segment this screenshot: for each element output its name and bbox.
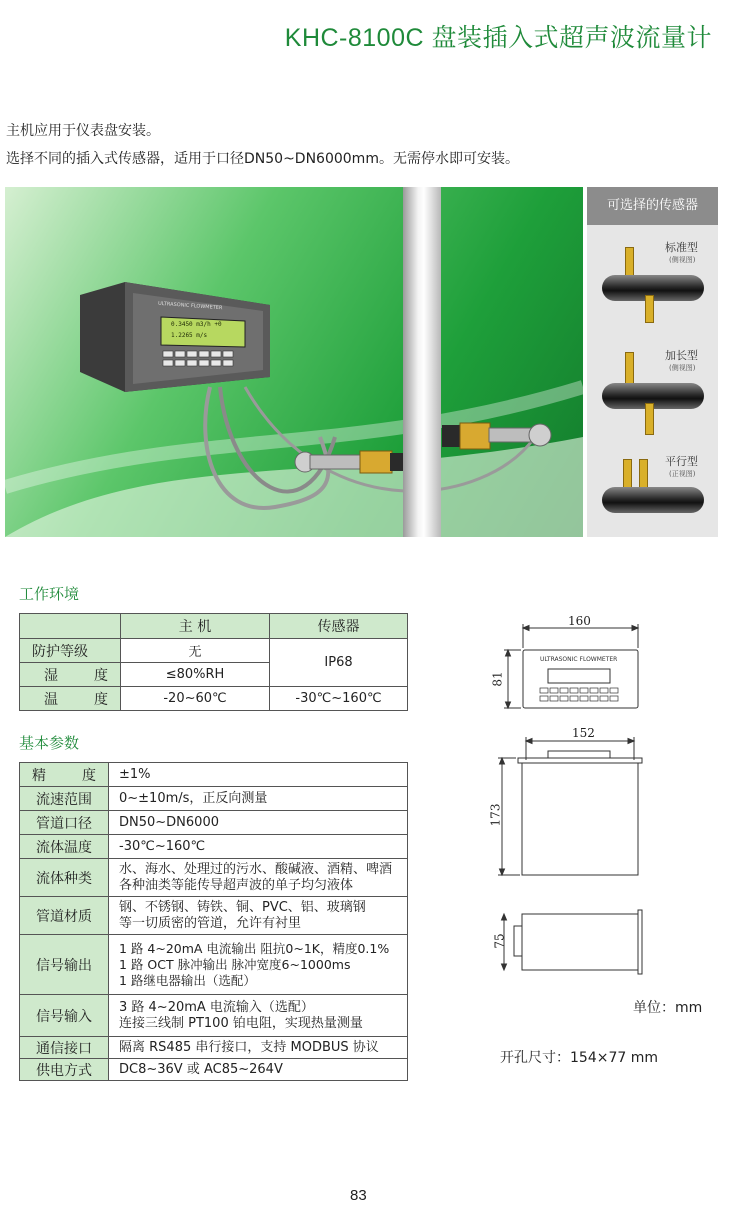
vertical-pipe (403, 187, 441, 537)
page-title: KHC-8100C 盘装插入式超声波流量计 (284, 24, 712, 52)
dim-depth: 173 (488, 803, 503, 827)
param-value-signal-input (109, 995, 408, 1037)
sensor-label-parallel: 平行型 (665, 455, 698, 468)
env-sensor-ip: IP68 (270, 639, 408, 687)
env-label-humidity: 湿 度 (20, 663, 121, 687)
sensor-pipe-parallel (602, 487, 704, 513)
dim-height: 81 (490, 671, 505, 687)
env-label-protection: 防护等级 (20, 639, 121, 663)
param-label-fluid-type: 流体种类 (20, 859, 109, 897)
signal-output-line-3: 1 路继电器输出（选配） (119, 972, 256, 988)
environment-table (19, 613, 408, 711)
param-label-power: 供电方式 (20, 1059, 109, 1081)
env-header-host: 主 机 (121, 614, 270, 639)
sensor-label-standard: 标准型 (665, 241, 698, 254)
param-value-fluid-type (109, 859, 408, 897)
env-header-blank (20, 614, 121, 639)
dim-width: 160 (568, 614, 591, 628)
product-photo (5, 187, 583, 537)
signal-input-line-1: 3 路 4~20mA 电流输入（选配） (119, 999, 314, 1015)
param-label-signal-input: 信号输入 (20, 995, 109, 1037)
env-header-sensor: 传感器 (270, 614, 408, 639)
dimension-drawings (490, 610, 650, 990)
env-sensor-temperature: -30℃~160℃ (270, 687, 408, 711)
param-value-fluid-temp: -30℃~160℃ (109, 835, 408, 859)
param-label-velocity: 流速范围 (20, 787, 109, 811)
signal-output-line-2: 1 路 OCT 脉冲输出 脉冲宽度6~1000ms (119, 956, 351, 972)
param-label-accuracy: 精 度 (20, 763, 109, 787)
param-label-comm: 通信接口 (20, 1037, 109, 1059)
device-label: ULTRASONIC FLOWMETER (157, 300, 223, 312)
cutout-size: 开孔尺寸：154×77 mm (500, 1050, 658, 1066)
param-value-signal-output (109, 935, 408, 995)
units-note: 单位：mm (633, 1000, 703, 1016)
page-number: 83 (350, 1187, 367, 1204)
param-value-velocity: 0~±10m/s，正反向测量 (109, 787, 408, 811)
param-label-diameter: 管道口径 (20, 811, 109, 835)
display-line-2: 1.2265 m/s (171, 332, 208, 339)
param-value-power: DC8~36V 或 AC85~264V (109, 1059, 408, 1081)
env-host-protection: 无 (121, 639, 270, 663)
param-value-diameter: DN50~DN6000 (109, 811, 408, 835)
param-label-fluid-temp: 流体温度 (20, 835, 109, 859)
param-label-pipe-material: 管道材质 (20, 897, 109, 935)
env-host-temperature: -20~60℃ (121, 687, 270, 711)
env-host-humidity: ≤80%RH (121, 663, 270, 687)
param-value-comm: 隔离 RS485 串行接口，支持 MODBUS 协议 (109, 1037, 408, 1059)
signal-output-line-1: 1 路 4~20mA 电流输出 阻抗0~1K，精度0.1% (119, 940, 390, 956)
sensor-sub-parallel: (正视图) (669, 470, 696, 478)
dim-side-height: 75 (492, 933, 507, 949)
pipe-material-line-2: 等一切质密的管道，允许有衬里 (119, 915, 302, 931)
sensor-sub-extended: (侧视图) (669, 364, 696, 372)
intro-line-1: 主机应用于仪表盘安装。 (6, 123, 160, 139)
param-value-pipe-material (109, 897, 408, 935)
params-table (19, 762, 408, 1081)
sensor-probe-standard-2 (645, 295, 654, 323)
sensor-label-extended: 加长型 (665, 349, 698, 362)
fluid-type-line-1: 水、海水、处理过的污水、酸碱液、酒精、啤酒 (119, 861, 393, 877)
param-value-accuracy: ±1% (109, 763, 408, 787)
sensor-probe-extended-2 (645, 403, 654, 435)
env-label-temperature: 温 度 (20, 687, 121, 711)
fluid-type-line-2: 各种油类等能传导超声波的单子均匀液体 (119, 877, 354, 893)
sensor-options-panel (585, 187, 718, 537)
environment-heading: 工作环境 (19, 585, 80, 603)
intro-line-2: 选择不同的插入式传感器，适用于口径DN50~DN6000mm。无需停水即可安装。 (6, 151, 519, 167)
sensor-sub-standard: (侧视图) (669, 256, 696, 264)
pipe-material-line-1: 钢、不锈钢、铸铁、铜、PVC、铝、玻璃钢 (119, 899, 366, 915)
display-line-1: 0.3450 m3/h +0 (171, 321, 222, 328)
sensor-panel-title: 可选择的传感器 (587, 187, 718, 225)
param-label-signal-output: 信号输出 (20, 935, 109, 995)
drawing-front-label: ULTRASONIC FLOWMETER (540, 656, 618, 663)
signal-input-line-2: 连接三线制 PT100 铂电阻，实现热量测量 (119, 1015, 363, 1031)
dim-depth-width: 152 (572, 726, 595, 740)
params-heading: 基本参数 (19, 734, 80, 752)
